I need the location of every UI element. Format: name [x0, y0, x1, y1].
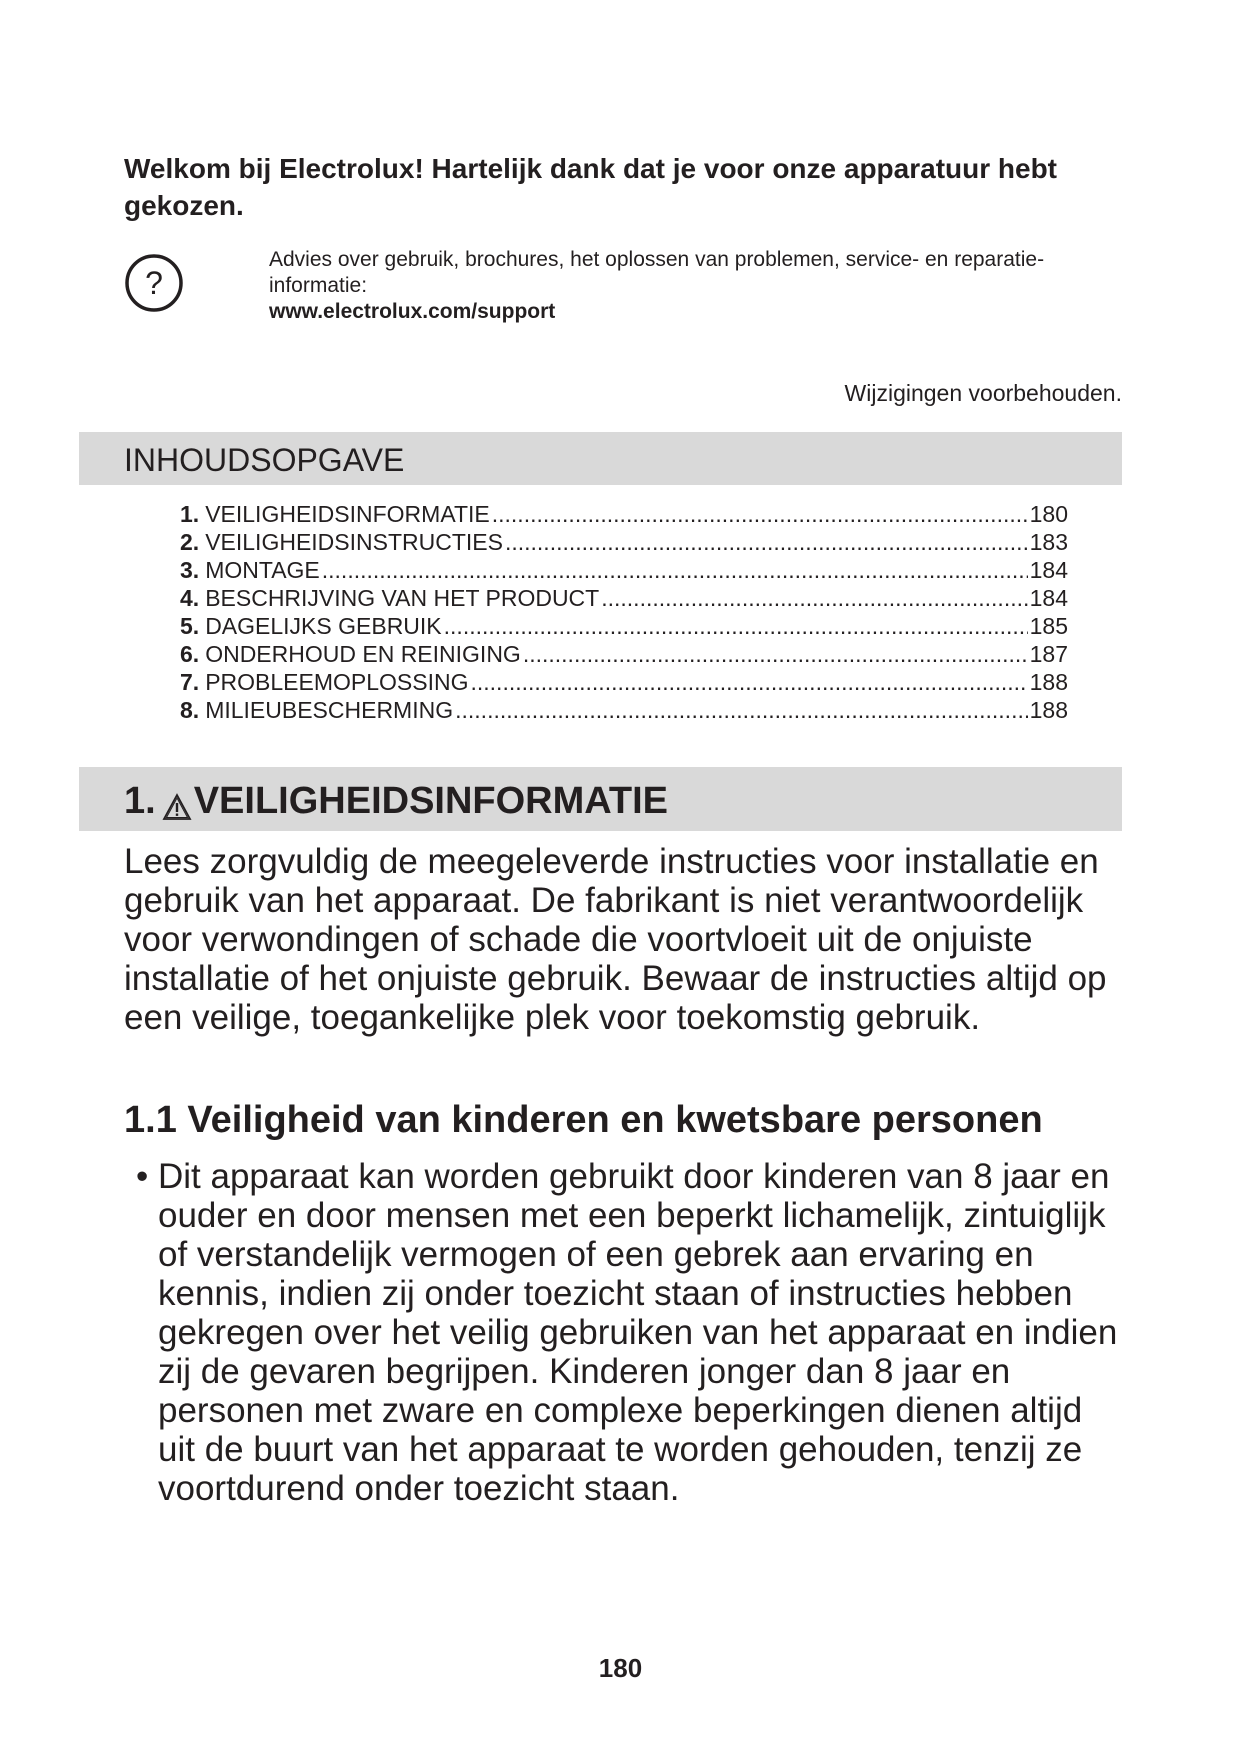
toc-entry[interactable]	[180, 640, 1068, 668]
toc-dot-leader	[505, 528, 1028, 556]
toc-entry-label: PROBLEEMOPLOSSING	[205, 669, 469, 695]
toc-list	[180, 500, 1068, 724]
toc-entry-label: MONTAGE	[205, 557, 320, 583]
changes-notice: Wijzigingen voorbehouden.	[844, 380, 1122, 406]
bullet-marker: •	[136, 1157, 158, 1196]
toc-entry[interactable]	[180, 556, 1068, 584]
toc-title: INHOUDSOPGAVE	[124, 442, 405, 478]
toc-entry-page: 188	[1029, 669, 1068, 695]
toc-entry-number: 8.	[180, 697, 200, 723]
toc-entry-number: 6.	[180, 641, 200, 667]
toc-entry[interactable]	[180, 528, 1068, 556]
toc-entry-number: 2.	[180, 529, 200, 555]
toc-dot-leader	[444, 612, 1028, 640]
question-circle-icon	[124, 253, 184, 313]
intro-paragraph: Lees zorgvuldig de meegeleverde instructies voor installatie en gebruik van het apparaat. De fabrikant is niet verantwoordelijk voor verwondingen of schade die voortvloeit uit de onjuiste installatie of het onjuiste gebruik. Bewaar de instructies altijd op een veilige, toegankelijke plek voor toekomstig gebruik.	[124, 842, 1107, 1037]
toc-dot-leader	[471, 668, 1028, 696]
support-link[interactable]: www.electrolux.com/support	[269, 300, 556, 323]
toc-header-band	[79, 432, 1122, 485]
support-description: Advies over gebruik, brochures, het oplossen van problemen, service- en reparatie-informatie:	[269, 248, 1045, 297]
toc-entry-page: 184	[1029, 557, 1068, 583]
warning-triangle-icon	[162, 787, 192, 815]
svg-text:?: ?	[145, 265, 163, 301]
toc-dot-leader	[455, 696, 1028, 724]
toc-entry-label: DAGELIJKS GEBRUIK	[205, 613, 442, 639]
bullet-text: Dit apparaat kan worden gebruikt door kinderen van 8 jaar en ouder en door mensen met een beperkt lichamelijk, zintuiglijk of verstandelijk vermogen of een gebrek aan ervaring en kennis, indien zij onder toezicht staan of instructies hebben gekregen over het veilig gebruiken van het apparaat en indien zij de gevaren begrijpen. Kinderen jonger dan 8 jaar en personen met zware en complexe beperkingen dienen altijd uit de buurt van het apparaat te worden gehouden, tenzij ze voortdurend onder toezicht staan.	[157, 1157, 1118, 1508]
toc-entry-label: VEILIGHEIDSINSTRUCTIES	[205, 529, 503, 555]
toc-entry[interactable]	[180, 584, 1068, 612]
toc-entry-page: 180	[1029, 501, 1068, 527]
section-number: 1.	[124, 780, 156, 822]
toc-entry-label: BESCHRIJVING VAN HET PRODUCT	[205, 585, 600, 611]
toc-dot-leader	[601, 584, 1027, 612]
toc-entry-page: 184	[1029, 585, 1068, 611]
toc-entry-number: 4.	[180, 585, 200, 611]
list-item	[124, 1157, 1124, 1508]
toc-entry[interactable]	[180, 696, 1068, 724]
toc-entry[interactable]	[180, 612, 1068, 640]
toc-entry-label: VEILIGHEIDSINFORMATIE	[205, 501, 490, 527]
toc-entry-number: 1.	[180, 501, 200, 527]
page-number: 180	[598, 1653, 643, 1683]
bullet-list	[124, 1157, 1124, 1508]
toc-entry-number: 7.	[180, 669, 200, 695]
section-title-text: VEILIGHEIDSINFORMATIE	[193, 780, 669, 822]
toc-entry-number: 3.	[180, 557, 200, 583]
toc-entry-page: 187	[1029, 641, 1068, 667]
section-header-band	[79, 767, 1122, 831]
welcome-heading: Welkom bij Electrolux! Hartelijk dank dat je voor onze apparatuur hebt gekozen.	[124, 153, 1058, 221]
support-info	[269, 247, 1109, 325]
toc-entry-label: MILIEUBESCHERMING	[205, 697, 454, 723]
toc-entry-page: 185	[1029, 613, 1068, 639]
toc-entry[interactable]	[180, 500, 1068, 528]
toc-entry[interactable]	[180, 668, 1068, 696]
toc-dot-leader	[322, 556, 1028, 584]
toc-entry-label: ONDERHOUD EN REINIGING	[205, 641, 521, 667]
toc-entry-page: 188	[1029, 697, 1068, 723]
toc-dot-leader	[523, 640, 1028, 668]
subsection-title: 1.1 Veiligheid van kinderen en kwetsbare personen	[124, 1099, 1043, 1141]
toc-dot-leader	[492, 500, 1028, 528]
toc-entry-number: 5.	[180, 613, 200, 639]
section-title	[124, 779, 668, 823]
toc-entry-page: 183	[1029, 529, 1068, 555]
